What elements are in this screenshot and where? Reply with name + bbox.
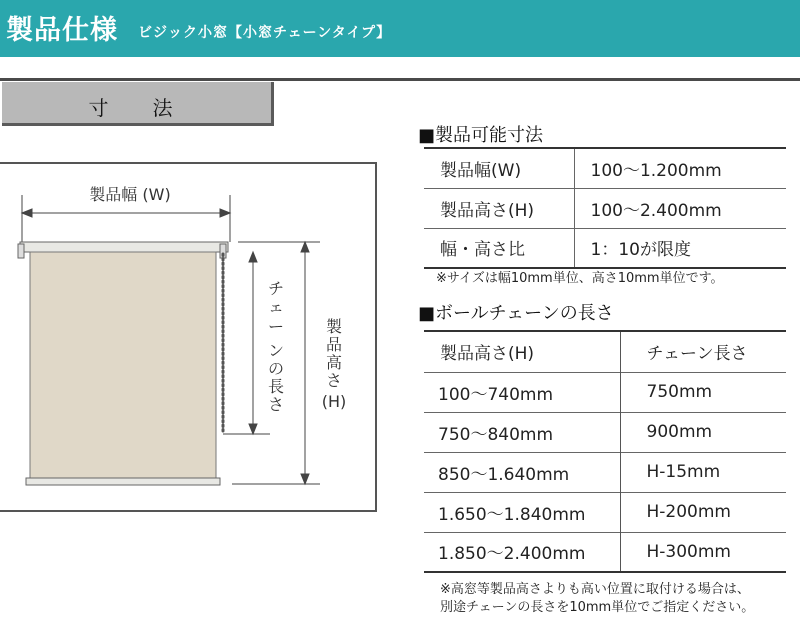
size-label: 製品高さ(H) bbox=[424, 188, 574, 228]
svg-text:ン: ン bbox=[267, 341, 285, 360]
possible-size-table bbox=[424, 147, 786, 269]
svg-text:品: 品 bbox=[325, 335, 343, 354]
height-range: 750〜840mm bbox=[424, 412, 620, 452]
svg-text:さ: さ bbox=[267, 395, 285, 414]
size-value: 100〜2.400mm bbox=[590, 200, 722, 221]
width-label: 製品幅 (W) bbox=[89, 185, 171, 204]
section-rule bbox=[0, 78, 800, 81]
svg-text:チ: チ bbox=[267, 279, 285, 298]
table-row bbox=[424, 492, 786, 532]
table-row bbox=[424, 452, 786, 492]
svg-text:の: の bbox=[267, 359, 285, 378]
size-value: 1：10が限度 bbox=[590, 240, 691, 261]
svg-text:長: 長 bbox=[267, 377, 285, 396]
height-range: 1.850〜2.400mm bbox=[424, 532, 620, 572]
blind-diagram bbox=[0, 162, 377, 512]
height-range: 850〜1.640mm bbox=[424, 452, 620, 492]
page-title: 製品仕様 bbox=[6, 15, 118, 46]
chain-value: 750mm bbox=[646, 382, 713, 402]
header-bar bbox=[0, 0, 800, 57]
height-range: 1.650〜1.840mm bbox=[424, 492, 620, 532]
table-row bbox=[424, 228, 786, 268]
possible-size-title: ■製品可能寸法 bbox=[418, 125, 544, 146]
blind-illustration bbox=[18, 242, 228, 485]
table-row bbox=[424, 148, 786, 188]
height-dimension-line bbox=[301, 242, 309, 484]
chain-dimension-line bbox=[249, 252, 257, 434]
dimensions-tab-label: 寸 法 bbox=[88, 96, 185, 120]
height-range: 100〜740mm bbox=[424, 372, 620, 412]
svg-text:さ: さ bbox=[325, 371, 343, 390]
chain-note bbox=[440, 581, 754, 617]
svg-text:ェ: ェ bbox=[267, 297, 285, 316]
table-row bbox=[424, 372, 786, 412]
table-header-row bbox=[424, 331, 786, 372]
column-header-chain: チェーン長さ bbox=[646, 344, 748, 365]
svg-text:高: 高 bbox=[325, 353, 343, 372]
chain-length-title: ■ボールチェーンの長さ bbox=[418, 303, 614, 324]
size-value: 100〜1.200mm bbox=[590, 160, 722, 181]
chain-length-table bbox=[424, 330, 786, 573]
size-note: ※サイズは幅10mm単位、高さ10mm単位です。 bbox=[436, 271, 724, 286]
chain-value: H-300mm bbox=[646, 541, 731, 562]
table-row bbox=[424, 188, 786, 228]
column-header-height: 製品高さ(H) bbox=[424, 331, 620, 372]
chain-value: H-15mm bbox=[646, 462, 721, 482]
chain-note-line: ※高窓等製品高さよりも高い位置に取付ける場合は、 bbox=[440, 582, 750, 597]
page-subtitle: ビジック小窓【小窓チェーンタイプ】 bbox=[138, 25, 392, 41]
svg-text:製: 製 bbox=[325, 317, 343, 336]
table-row bbox=[424, 412, 786, 452]
chain-value: 900mm bbox=[646, 422, 713, 442]
chain-length-label bbox=[268, 279, 284, 414]
size-label: 幅・高さ比 bbox=[424, 228, 574, 268]
size-label: 製品幅(W) bbox=[424, 148, 574, 188]
dimensions-tab bbox=[2, 82, 274, 126]
svg-text:(H): (H) bbox=[321, 392, 347, 411]
table-row bbox=[424, 532, 786, 572]
chain-note-line: 別途チェーンの長さを10mm単位でご指定ください。 bbox=[440, 600, 755, 615]
chain-value: H-200mm bbox=[646, 502, 731, 522]
svg-text:ー: ー bbox=[267, 317, 285, 336]
height-label bbox=[322, 317, 347, 411]
